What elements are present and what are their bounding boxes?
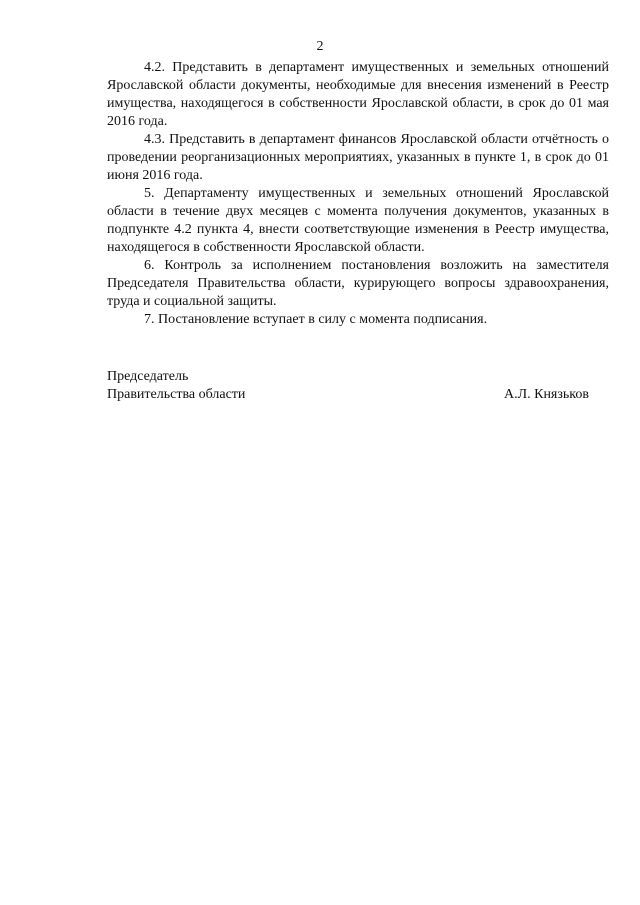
paragraph-7: 7. Постановление вступает в силу с момента подписания. xyxy=(144,312,488,327)
signatory-name: А.Л. Князьков xyxy=(504,387,589,402)
paragraph-5: 5. Департаменту имущественных и земельных отношений Ярославской области в течение двух месяцев с момента получения документов, указанных в подпункте 4.2 пункта 4, внести соответствующие изменения в Реестр имущества, находящегося в собственности Ярославской области. xyxy=(107,186,609,255)
document-body xyxy=(107,59,609,329)
paragraph-4-3: 4.3. Представить в департамент финансов Ярославской области отчётность о проведении реорганизационных мероприятиях, указанных в пункте 1, в срок до 01 июня 2016 года. xyxy=(107,132,609,183)
page-number: 2 xyxy=(316,39,324,54)
signature-line xyxy=(107,386,589,404)
signatory-title-line1: Председатель xyxy=(107,369,189,384)
signatory-title-line2: Правительства области xyxy=(107,387,246,402)
paragraph-6: 6. Контроль за исполнением постановления возложить на заместителя Председателя Правительства области, курирующего вопросы здравоохранения, труда и социальной защиты. xyxy=(107,258,609,309)
paragraph-4-2: 4.2. Представить в департамент имущественных и земельных отношений Ярославской области документы, необходимые для внесения изменений в Реестр имущества, находящегося в собственности Ярославской области, в срок до 01 мая 2016 года. xyxy=(107,60,609,129)
signature-block xyxy=(107,368,589,404)
